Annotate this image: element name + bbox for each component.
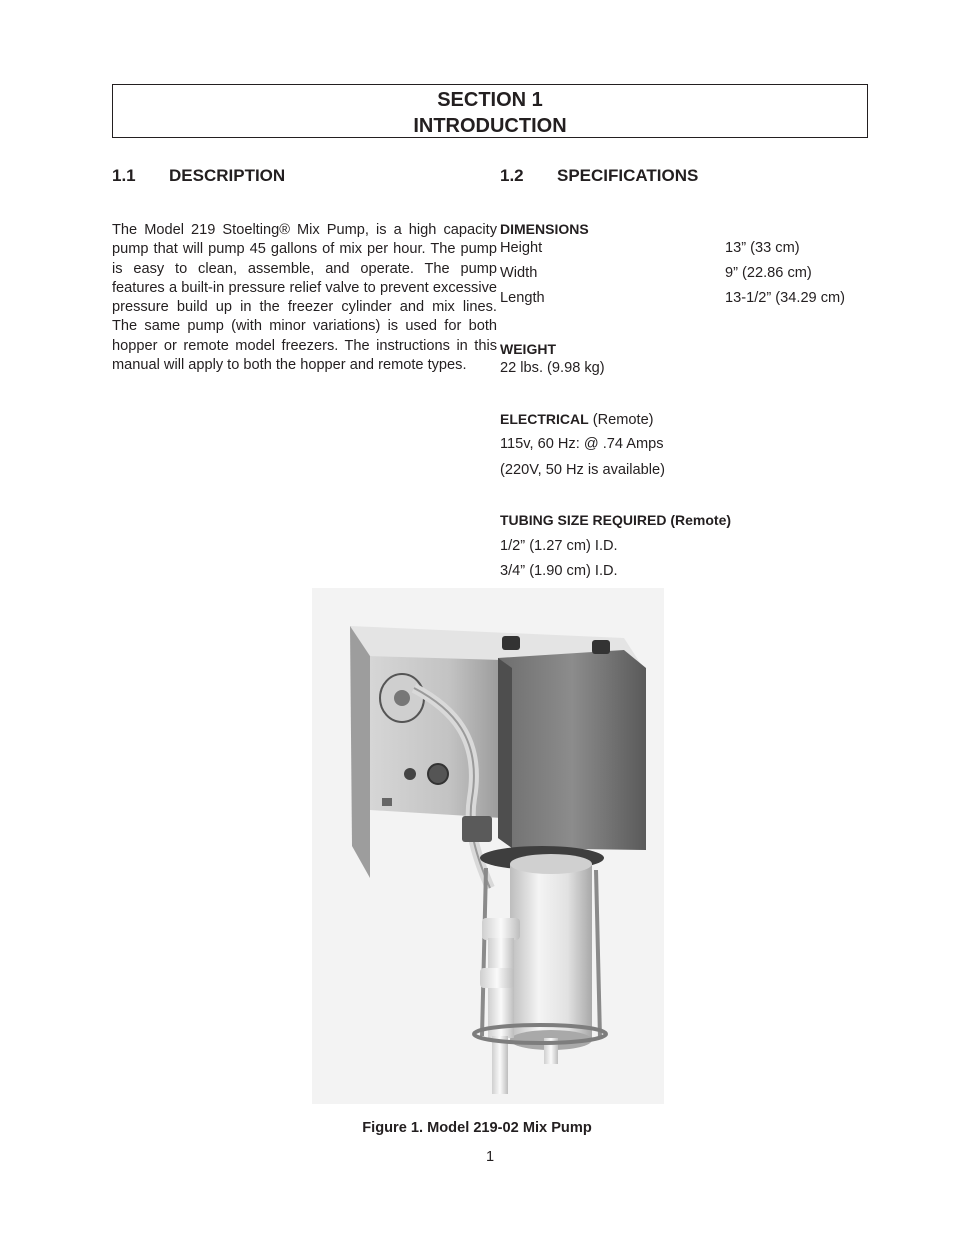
description-heading-text: DESCRIPTION	[169, 166, 286, 185]
electrical-heading	[500, 411, 654, 428]
description-line: The Model 219 Stoelting® Mix Pump, is a high capacity	[112, 222, 497, 238]
electrical-qualifier: (Remote)	[588, 412, 654, 428]
tubing-line: 1/2” (1.27 cm) I.D.	[500, 538, 618, 554]
description-paragraph	[112, 221, 497, 375]
specifications-heading-text: SPECIFICATIONS	[557, 166, 699, 185]
electrical-line: (220V, 50 Hz is available)	[500, 462, 665, 478]
page-number: 1	[485, 1149, 495, 1165]
figure-caption: Figure 1. Model 219-02 Mix Pump	[362, 1120, 592, 1136]
specifications-heading	[500, 166, 698, 186]
section-title: INTRODUCTION	[413, 115, 567, 137]
electrical-label: ELECTRICAL	[500, 411, 589, 427]
description-line: hopper or remote model freezers. The instructions in this	[112, 337, 497, 354]
dimension-name-height: Height	[500, 240, 543, 256]
mix-pump-figure	[312, 588, 664, 1104]
section-title-box	[112, 84, 868, 138]
dimension-value-height: 13” (33 cm)	[725, 240, 800, 256]
dimensions-label: DIMENSIONS	[500, 221, 589, 237]
dimension-value-length: 13-1/2” (34.29 cm)	[725, 290, 846, 306]
electrical-line: 115v, 60 Hz: @ .74 Amps	[500, 436, 664, 452]
dimension-name-width: Width	[500, 265, 538, 281]
weight-label: WEIGHT	[500, 341, 556, 357]
description-number: 1.1	[112, 166, 136, 185]
description-line: pump that will pump 45 gallons of mix per hour. The pump	[112, 241, 497, 258]
description-line: The same pump (with minor variations) is used for both	[112, 318, 497, 335]
tubing-label: TUBING SIZE REQUIRED (Remote)	[500, 512, 732, 528]
description-line: pressure build up in the freezer cylinder and mix lines.	[112, 299, 497, 316]
specifications-number: 1.2	[500, 166, 524, 185]
dimension-name-length: Length	[500, 290, 545, 306]
dimension-value-width: 9” (22.86 cm)	[725, 265, 812, 281]
tubing-line: 3/4” (1.90 cm) I.D.	[500, 563, 618, 579]
weight-value: 22 lbs. (9.98 kg)	[500, 360, 605, 376]
description-line: features a built-in pressure relief valve to prevent excessive	[112, 279, 497, 296]
description-heading	[112, 166, 285, 186]
description-line: manual will apply to both the hopper and remote types.	[112, 357, 467, 374]
description-line: is easy to clean, assemble, and operate. The pump	[112, 260, 497, 277]
section-number: SECTION 1	[437, 89, 543, 111]
